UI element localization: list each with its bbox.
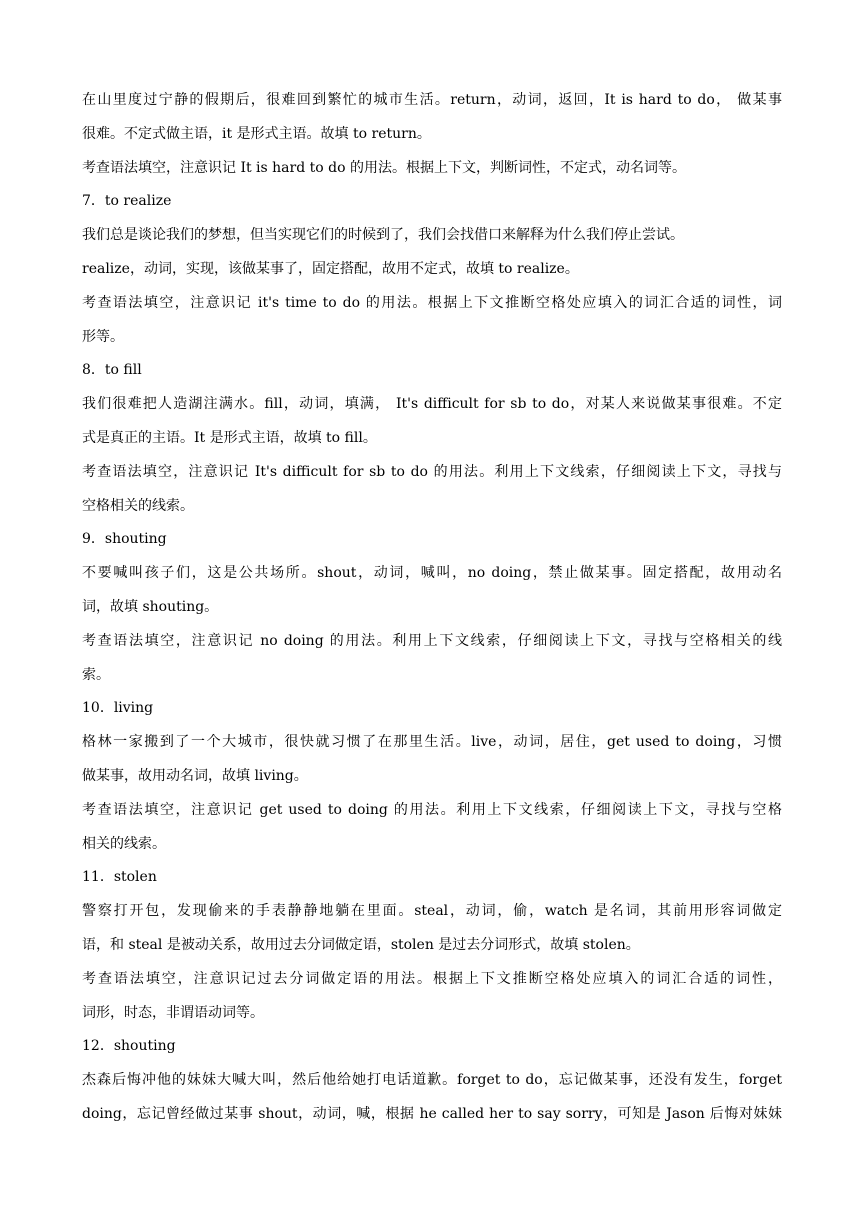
text-line: 我们总是谈论我们的梦想，但当实现它们的时候到了，我们会找借口来解释为什么我们停止尝试。 [82, 227, 684, 244]
text-line: 考查语法填空，注意识记 It is hard to do 的用法。根据上下文，判断词性，不定式，动名词等。 [82, 159, 686, 176]
text-line: 形等。 [82, 328, 124, 345]
text-line: 相关的线索。 [82, 835, 166, 852]
text-line: 考查语法填空，注意识记 It's difficult for sb to do 的用法。利用上下文线索，仔细阅读上下文，寻找与 [82, 463, 782, 480]
text-line: 在山里度过宁静的假期后，很难回到繁忙的城市生活。return，动词，返回，It is hard to do， 做某事 [82, 92, 782, 108]
text-line: 我们很难把人造湖注满水。fill，动词，填满， It's difficult for sb to do，对某人来说做某事很难。不定 [82, 396, 782, 413]
answer-heading: 9．shouting [82, 531, 167, 548]
answer-heading: 8．to fill [82, 362, 142, 379]
text-line: 式是真正的主语。It 是形式主语，故填 to fill。 [82, 429, 377, 446]
text-line: 不要喊叫孩子们，这是公共场所。shout，动词，喊叫，no doing，禁止做某事。固定搭配，故用动名 [82, 565, 782, 582]
text-line: 考查语法填空，注意识记 get used to doing 的用法。利用上下文线索，仔细阅读上下文，寻找与空格 [82, 801, 782, 818]
text-line: 词形，时态，非谓语动词等。 [82, 1004, 264, 1021]
text-line: 语，和 steal 是被动关系，故用过去分词做定语，stolen 是过去分词形式，故填 stolen。 [82, 936, 640, 953]
text-line: 很难。不定式做主语，it 是形式主语。故填 to return。 [82, 125, 431, 142]
text-line: 考查语法填空，注意识记过去分词做定语的用法。根据上下文推断空格处应填入的词汇合适的词性， [82, 970, 782, 987]
text-line: 考查语法填空，注意识记 no doing 的用法。利用上下文线索，仔细阅读上下文，寻找与空格相关的线 [82, 632, 782, 649]
document-page [82, 84, 782, 1132]
text-line: 索。 [82, 666, 110, 683]
text-line: 杰森后悔冲他的妹妹大喊大叫，然后他给她打电话道歉。forget to do，忘记做某事，还没有发生，forget [82, 1072, 782, 1089]
text-line: 格林一家搬到了一个大城市，很快就习惯了在那里生活。live，动词，居住，get used to doing，习惯 [82, 734, 782, 751]
answer-heading: 11．stolen [82, 869, 157, 886]
answer-heading: 7．to realize [82, 193, 172, 210]
text-line: 词，故填 shouting。 [82, 598, 219, 615]
text-line: 空格相关的线索。 [82, 497, 194, 514]
answer-heading: 12．shouting [82, 1038, 176, 1055]
text-line: 考查语法填空，注意识记 it's time to do 的用法。根据上下文推断空格处应填入的词汇合适的词性，词 [82, 294, 782, 311]
text-line: 警察打开包，发现偷来的手表静静地躺在里面。steal，动词，偷，watch 是名词，其前用形容词做定 [82, 903, 782, 920]
text-line: 做某事，故用动名词，故填 living。 [82, 767, 308, 784]
text-line: realize，动词，实现，该做某事了，固定搭配，故用不定式，故填 to realize。 [82, 260, 579, 277]
answer-heading: 10．living [82, 700, 154, 717]
text-line: doing，忘记曾经做过某事 shout，动词，喊，根据 he called her to say sorry，可知是 Jason 后悔对妹妹 [82, 1105, 782, 1122]
